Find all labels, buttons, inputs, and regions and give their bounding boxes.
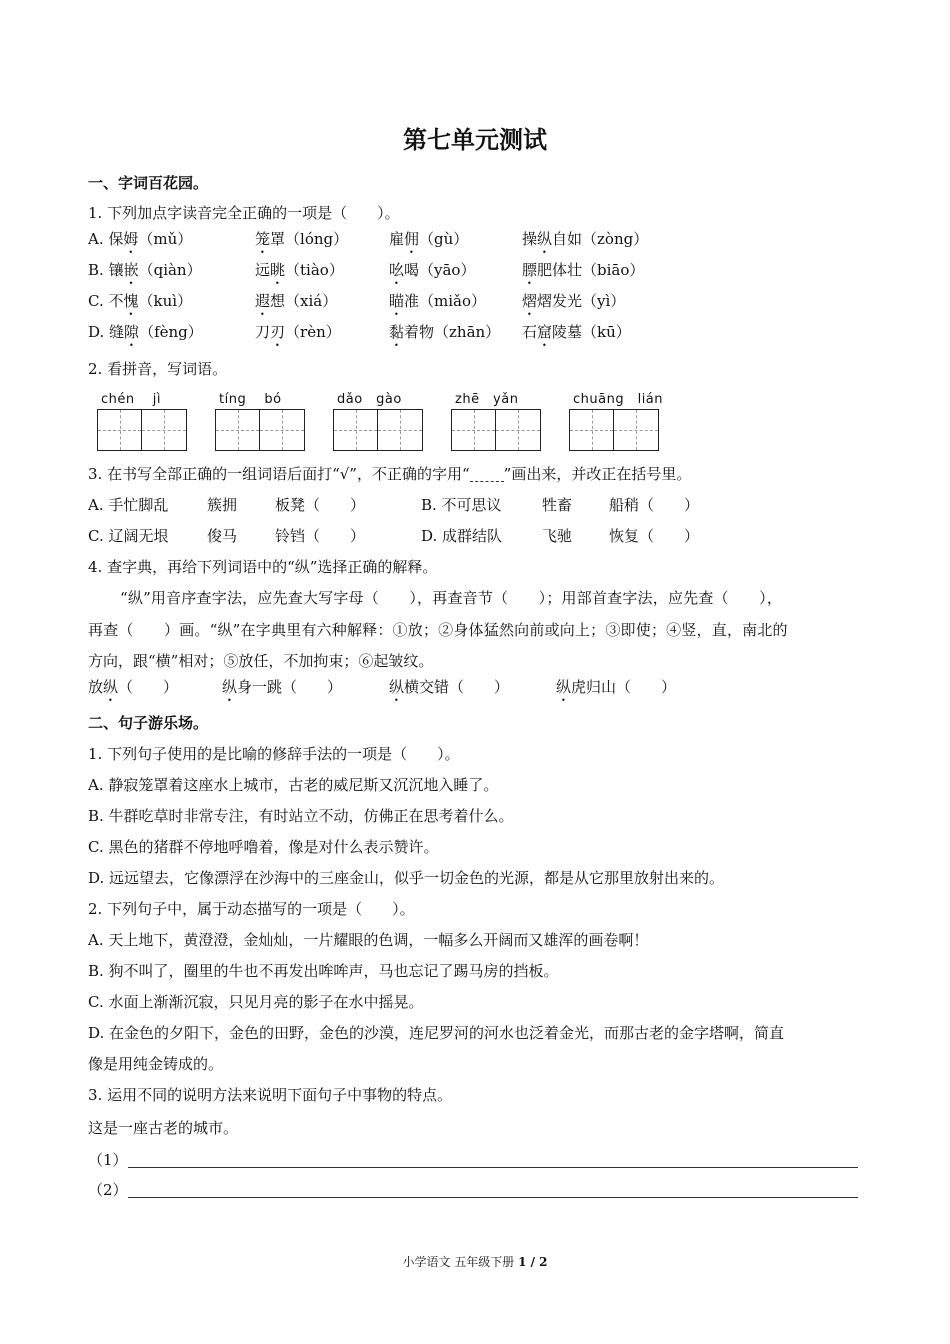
s2-question-1-stem: 1. 下列句子使用的是比喻的修辞手法的一项是（ ）。	[88, 745, 460, 763]
q3-row-c-word-3: 铃铛（ ）	[275, 527, 366, 545]
q1-option-d-2: 刀刃（rèn）	[255, 323, 341, 341]
s2-q1-option-b: B. 牛群吃草时非常专注，有时站立不动，仿佛正在思考着什么。	[88, 807, 514, 825]
q4-word-4: 纵虎归山（ ）	[556, 678, 677, 696]
q3-row-d-word-1: D. 成群结队	[421, 527, 503, 545]
q1-option-c-3: 瞄准（miǎo）	[389, 292, 487, 310]
q3-row-d-word-2: 飞驰	[542, 527, 573, 545]
writing-grid[interactable]	[451, 409, 541, 451]
q3-row-b-word-2: 牲畜	[542, 496, 573, 514]
pinyin-group-2	[215, 388, 307, 454]
answer-blank-1-label: （1）	[88, 1151, 128, 1169]
q1-option-a-3: 雇佣（gù）	[389, 230, 469, 248]
q3-row-a-word-1: A. 手忙脚乱	[88, 496, 169, 514]
q1-option-a-4: 操纵自如（zòng）	[522, 230, 649, 248]
writing-grid[interactable]	[97, 409, 187, 451]
q4-word-3: 纵横交错（ ）	[389, 678, 510, 696]
q4-word-2: 纵身一跳（ ）	[222, 678, 343, 696]
q3-row-a-word-3: 板凳（ ）	[275, 496, 366, 514]
s2-q3-sentence: 这是一座古老的城市。	[88, 1119, 239, 1137]
q3-row-d-word-3: 恢复（ ）	[609, 527, 700, 545]
pinyin-label: zhē yǎn	[455, 392, 519, 407]
pinyin-group-3	[333, 388, 425, 454]
s2-q2-option-d: D. 在金色的夕阳下，金色的田野，金色的沙漠，连尼罗河的河水也泛着金光，而那古老的金字塔啊，简直	[88, 1024, 785, 1042]
s2-q1-option-c: C. 黑色的猪群不停地呼噜着，像是对什么表示赞许。	[88, 838, 439, 856]
writing-grid[interactable]	[215, 409, 305, 451]
q1-option-c-4: 熠熠发光（yì）	[522, 292, 626, 310]
page-footer: 小学语文 五年级下册 1 / 2	[402, 1255, 548, 1269]
q1-option-b-2: 远眺（tiào）	[255, 261, 344, 279]
pinyin-group-1	[97, 388, 189, 454]
pinyin-label: chén jì	[101, 392, 161, 407]
q4-word-1: 放纵（ ）	[88, 678, 179, 696]
q3-row-b-word-1: B. 不可思议	[421, 496, 502, 514]
q3-row-b-word-3: 船稍（ ）	[609, 496, 700, 514]
section-heading-1: 一、字词百花园。	[88, 174, 209, 192]
q1-option-c-1: C. 不愧（kuì）	[88, 292, 193, 310]
page-title: 第七单元测试	[403, 125, 547, 154]
pinyin-group-4	[451, 388, 543, 454]
q1-option-b-4: 膘肥体壮（biāo）	[522, 261, 645, 279]
s2-q2-option-d-cont: 像是用纯金铸成的。	[88, 1055, 224, 1073]
question-4-stem: 4. 查字典，再给下列词语中的“纵”选择正确的解释。	[88, 558, 438, 576]
writing-grid[interactable]	[333, 409, 423, 451]
s2-q1-option-d: D. 远远望去，它像漂浮在沙海中的三座金山，似乎一切金色的光源，都是从它那里放射出来的。	[88, 869, 725, 887]
q1-option-d-1: D. 缝隙（fèng）	[88, 323, 203, 341]
q1-option-b-3: 吆喝（yāo）	[389, 261, 476, 279]
q1-option-d-4: 石窟陵墓（kū）	[522, 323, 631, 341]
s2-q2-option-c: C. 水面上渐渐沉寂，只见月亮的影子在水中摇晃。	[88, 993, 424, 1011]
q3-row-c-word-2: 俊马	[207, 527, 238, 545]
s2-question-3-stem: 3. 运用不同的说明方法来说明下面句子中事物的特点。	[88, 1086, 453, 1104]
answer-blank-2-label: （2）	[88, 1181, 128, 1199]
q3-row-a-word-2: 簇拥	[207, 496, 238, 514]
answer-blank-2-line[interactable]	[128, 1197, 858, 1198]
q1-option-b-1: B. 镶嵌（qiàn）	[88, 261, 202, 279]
s2-q2-option-b: B. 狗不叫了，圈里的牛也不再发出哞哞声，马也忘记了踢马房的挡板。	[88, 962, 559, 980]
s2-q1-option-a: A. 静寂笼罩着这座水上城市，古老的威尼斯又沉沉地入睡了。	[88, 776, 499, 794]
question-2-stem: 2. 看拼音，写词语。	[88, 360, 228, 378]
answer-blank-1-line[interactable]	[128, 1167, 858, 1168]
s2-q2-option-a: A. 天上地下，黄澄澄，金灿灿，一片耀眼的色调，一幅多么开阔而又雄浑的画卷啊！	[88, 931, 649, 949]
q4-paragraph-line-1: “纵”用音序查字法，应先查大写字母（ ），再查音节（ ）；用部首查字法，应先查（ ），	[120, 589, 783, 607]
pinyin-label: dǎo gào	[337, 392, 402, 407]
question-3-stem: 3. 在书写全部正确的一组词语后面打“√”，不正确的字用“ ”画出来，并改正在括号里。	[88, 465, 692, 483]
q1-option-a-2: 笼罩（lóng）	[255, 230, 349, 248]
pinyin-label: tíng bó	[219, 392, 282, 407]
pinyin-label: chuāng lián	[573, 392, 664, 407]
page-number: 1 / 2	[518, 1255, 548, 1269]
q3-row-c-word-1: C. 辽阔无垠	[88, 527, 169, 545]
wavy-underline-mark	[470, 469, 504, 482]
question-1-stem: 1. 下列加点字读音完全正确的一项是（ ）。	[88, 204, 400, 222]
q4-paragraph-line-2: 再查（ ）画。“纵”在字典里有六种解释：①放；②身体猛然向前或向上；③即使；④竖，直，南北的	[88, 621, 788, 639]
q1-option-c-2: 遐想（xiá）	[255, 292, 338, 310]
q1-option-a-1: A. 保姆（mǔ）	[88, 230, 193, 248]
writing-grid[interactable]	[569, 409, 659, 451]
pinyin-group-5	[569, 388, 664, 454]
q4-paragraph-line-3: 方向，跟“横”相对；⑤放任，不加拘束；⑥起皱纹。	[88, 652, 434, 670]
q1-option-d-3: 黏着物（zhān）	[389, 323, 501, 341]
s2-question-2-stem: 2. 下列句子中，属于动态描写的一项是（ ）。	[88, 900, 415, 918]
section-heading-2: 二、句子游乐场。	[88, 714, 209, 732]
